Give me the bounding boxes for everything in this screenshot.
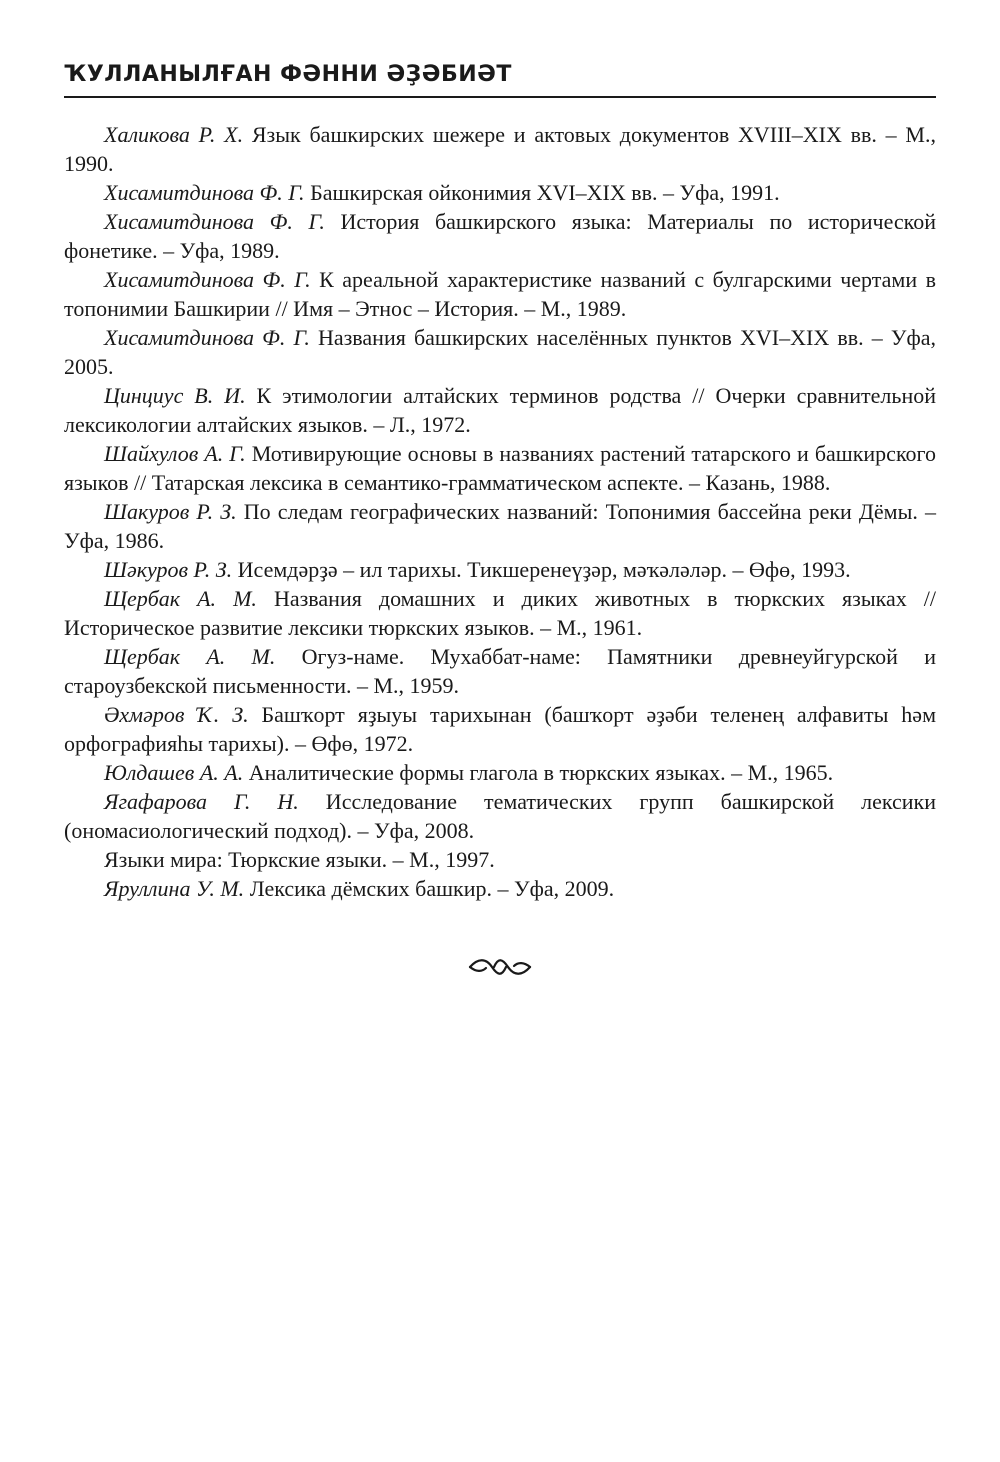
reference-text: Мотивирующие основы в названиях растений татарского и башкирского языков // Татарская лексика в семантико-грамматическом аспекте. – Казань, 1988. xyxy=(64,441,936,495)
reference-text: Названия домашних и диких животных в тюркских языках // Историческое развитие лексики тюркских языков. – М., 1961. xyxy=(64,586,936,640)
reference-text: Лексика дёмских башкир. – Уфа, 2009. xyxy=(244,876,615,901)
reference-item xyxy=(64,874,936,903)
reference-item xyxy=(64,584,936,642)
reference-text: Аналитические формы глагола в тюркских языках. – М., 1965. xyxy=(243,760,834,785)
reference-author: Әхмәров Ҡ. З. xyxy=(104,702,249,727)
reference-author: Цинциус В. И. xyxy=(104,383,246,408)
reference-item xyxy=(64,845,936,874)
reference-text: Язык башкирских шежере и актовых документов XVIII–XIX вв. – М., 1990. xyxy=(64,122,936,176)
reference-author: Щербак А. М. xyxy=(104,644,276,669)
page xyxy=(64,60,936,903)
reference-item xyxy=(64,120,936,178)
reference-author: Ягафарова Г. Н. xyxy=(104,789,299,814)
reference-author: Халикова Р. Х. xyxy=(104,122,244,147)
reference-text: Огуз-наме. Мухаббат-наме: Памятники древнеуйгурской и староузбекской письменности. – М., 1959. xyxy=(64,644,936,698)
reference-text: Названия башкирских населённых пунктов XVI–XIX вв. – Уфа, 2005. xyxy=(64,325,936,379)
reference-author: Хисамитдинова Ф. Г. xyxy=(104,267,311,292)
reference-text: К этимологии алтайских терминов родства // Очерки сравнительной лексикологии алтайских языков. – Л., 1972. xyxy=(64,383,936,437)
reference-item xyxy=(64,207,936,265)
reference-item xyxy=(64,178,936,207)
reference-author: Хисамитдинова Ф. Г. xyxy=(104,180,305,205)
reference-author: Хисамитдинова Ф. Г. xyxy=(104,325,310,350)
reference-item xyxy=(64,787,936,845)
reference-item xyxy=(64,555,936,584)
reference-text: Башҡорт яҙыуы тарихынан (башҡорт әҙәби теленең алфавиты һәм орфографияһы тарихы). – Өфө, 1972. xyxy=(64,702,936,756)
reference-text: Башкирская ойконимия XVI–XIX вв. – Уфа, 1991. xyxy=(304,180,780,205)
reference-item xyxy=(64,323,936,381)
reference-author: Яруллина У. М. xyxy=(104,876,245,901)
reference-item xyxy=(64,265,936,323)
reference-item xyxy=(64,439,936,497)
reference-text: Исследование тематических групп башкирской лексики (ономасиологический подход). – Уфа, 2008. xyxy=(64,789,936,843)
reference-author: Шакуров Р. З. xyxy=(104,499,237,524)
reference-author: Хисамитдинова Ф. Г. xyxy=(104,209,325,234)
reference-text: Исемдәрҙә – ил тарихы. Тикшеренеүҙәр, мәҡәләләр. – Өфө, 1993. xyxy=(232,557,851,582)
reference-item xyxy=(64,700,936,758)
running-head-title: ҠУЛЛАНЫЛҒАН ФӘННИ ӘҘӘБИӘТ xyxy=(64,60,936,98)
reference-item xyxy=(64,642,936,700)
reference-list xyxy=(64,120,936,903)
reference-text: К ареальной характеристике названий с булгарскими чертами в топонимии Башкирии // Имя – Этнос – История. – М., 1989. xyxy=(64,267,936,321)
reference-author: Юлдашев А. А. xyxy=(104,760,244,785)
fleuron-ornament-icon xyxy=(468,954,532,980)
reference-author: Шәкуров Р. З. xyxy=(104,557,233,582)
reference-item xyxy=(64,497,936,555)
reference-text: История башкирского языка: Материалы по исторической фонетике. – Уфа, 1989. xyxy=(64,209,936,263)
reference-text: Языки мира: Тюркские языки. – М., 1997. xyxy=(104,847,495,872)
reference-text: По следам географических названий: Топонимия бассейна реки Дёмы. – Уфа, 1986. xyxy=(64,499,937,553)
reference-author: Шайхулов А. Г. xyxy=(104,441,246,466)
reference-item xyxy=(64,758,936,787)
reference-author: Щербак А. М. xyxy=(104,586,257,611)
reference-item xyxy=(64,381,936,439)
